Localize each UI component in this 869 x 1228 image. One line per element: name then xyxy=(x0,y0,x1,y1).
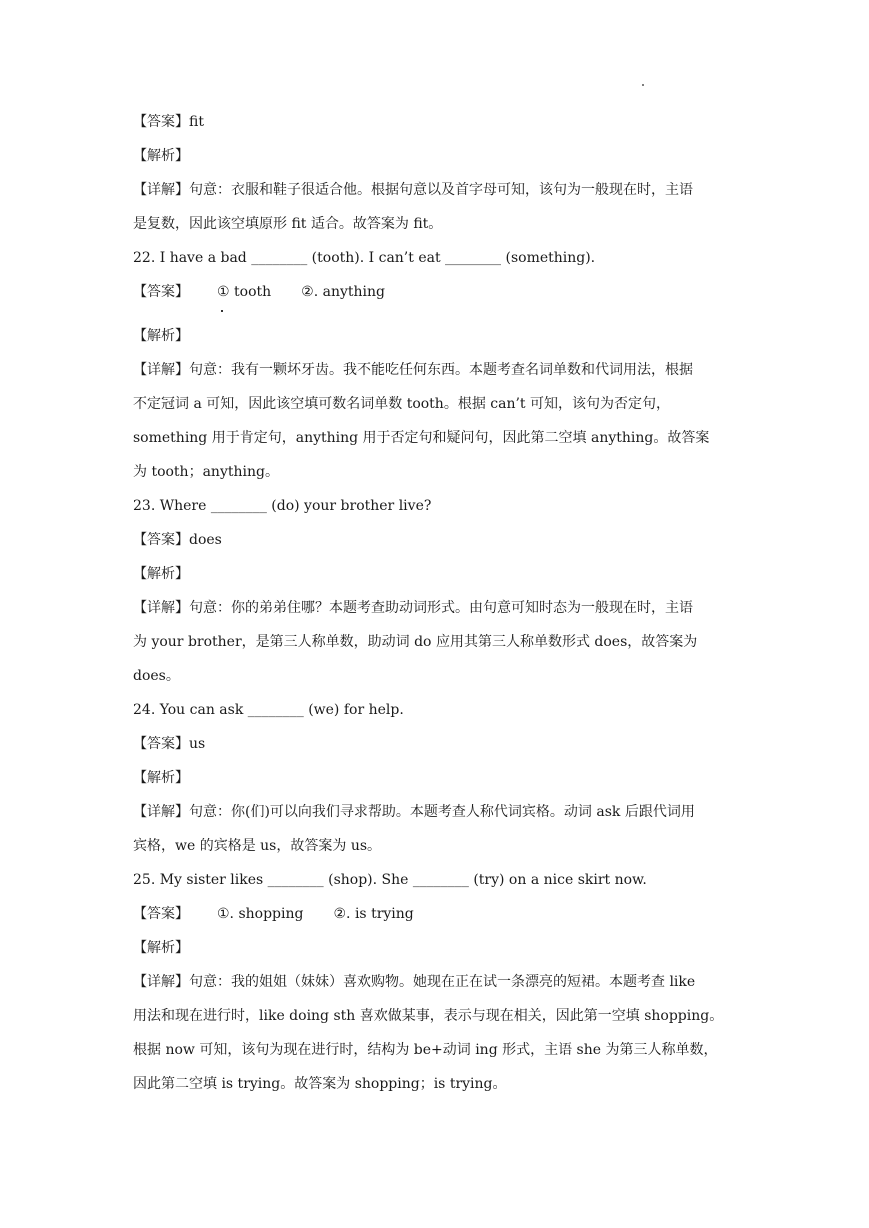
analysis-25: 【解析】 xyxy=(133,940,189,956)
detail-22-line-3: something 用于肯定句，anything 用于否定句和疑问句，因此第二空填 anything。故答案 xyxy=(133,430,710,446)
detail-24-line-2: 宾格，we 的宾格是 us，故答案为 us。 xyxy=(133,838,382,854)
answer-item-mark: ① xyxy=(217,284,230,300)
analysis-24: 【解析】 xyxy=(133,770,189,786)
answer-23: 【答案】does xyxy=(133,532,222,548)
answer-item-text: tooth xyxy=(234,284,272,300)
detail-23-line-3: does。 xyxy=(133,668,180,684)
detail-25-line-4: 因此第二空填 is trying。故答案为 shopping；is trying。 xyxy=(133,1076,507,1092)
answer-label: 【答案】 xyxy=(133,906,189,922)
question-25: 25. My sister likes ________ (shop). She ________ (try) on a nice skirt now. xyxy=(133,872,647,888)
detail-23-line-2: 为 your brother，是第三人称单数，助动词 do 应用其第三人称单数形式 does，故答案为 xyxy=(133,634,698,650)
detail-22-line-4: 为 tooth；anything。 xyxy=(133,464,279,480)
detail-24-line-1: 【详解】句意：你(们)可以向我们寻求帮助。本题考查人称代词宾格。动词 ask 后跟代词用 xyxy=(133,804,695,820)
answer-21: 【答案】fit xyxy=(133,114,204,130)
answer-25 xyxy=(133,902,745,936)
detail-22-line-1: 【详解】句意：我有一颗坏牙齿。我不能吃任何东西。本题考查名词单数和代词用法，根据 xyxy=(133,362,693,378)
answer-item-mark: ②. xyxy=(301,284,319,300)
answer-item-text: anything xyxy=(322,284,385,300)
analysis-21: 【解析】 xyxy=(133,148,189,164)
detail-25-line-2: 用法和现在进行时，like doing sth 喜欢做某事，表示与现在相关，因此第一空填 shopping。 xyxy=(133,1008,724,1024)
detail-21-line-2: 是复数，因此该空填原形 fit 适合。故答案为 fit。 xyxy=(133,216,443,232)
detail-22-line-2: 不定冠词 a 可知，因此该空填可数名词单数 tooth。根据 can’t 可知，该句为否定句， xyxy=(133,396,671,412)
answer-item-text: is trying xyxy=(354,906,414,922)
detail-25-line-1: 【详解】句意：我的姐姐（妹妹）喜欢购物。她现在正在试一条漂亮的短裙。本题考查 like xyxy=(133,974,696,990)
answer-label: 【答案】 xyxy=(133,284,189,300)
question-23: 23. Where ________ (do) your brother live? xyxy=(133,498,432,514)
answer-content xyxy=(133,110,745,1106)
detail-25-line-3: 根据 now 可知，该句为现在进行时，结构为 be+动词 ing 形式，主语 she 为第三人称单数， xyxy=(133,1042,718,1058)
analysis-22: 【解析】 xyxy=(133,328,189,344)
question-24: 24. You can ask ________ (we) for help. xyxy=(133,702,404,718)
answer-22 xyxy=(133,280,745,324)
detail-21-line-1: 【详解】句意：衣服和鞋子很适合他。根据句意以及首字母可知，该句为一般现在时，主语 xyxy=(133,182,693,198)
analysis-23: 【解析】 xyxy=(133,566,189,582)
detail-23-line-1: 【详解】句意：你的弟弟住哪？本题考查助动词形式。由句意可知时态为一般现在时，主语 xyxy=(133,600,693,616)
page-dot-mark xyxy=(642,84,644,86)
answer-item-mark: ②. xyxy=(333,906,351,922)
question-22: 22. I have a bad ________ (tooth). I can’t eat ________ (something). xyxy=(133,250,596,266)
answer-24: 【答案】us xyxy=(133,736,206,752)
answer-item-text: shopping xyxy=(238,906,304,922)
answer-item-mark: ①. xyxy=(217,906,235,922)
